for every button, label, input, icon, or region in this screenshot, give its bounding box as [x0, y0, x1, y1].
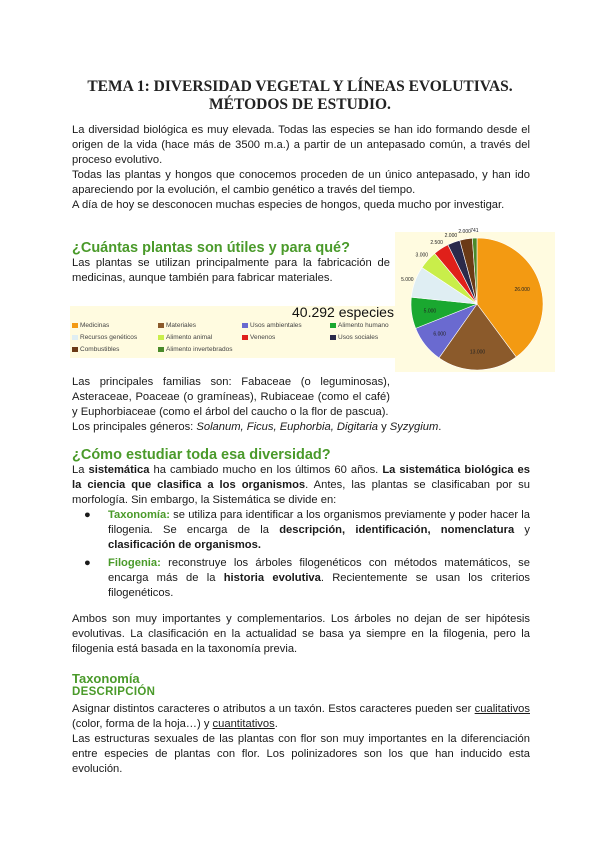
- pie-data-label: 2.500: [430, 239, 443, 246]
- chart-title: 40.292 especies: [292, 304, 394, 320]
- pie-data-label: 13.000: [469, 349, 486, 356]
- intro-paragraph-3: A día de hoy se desconocen muchas especies de hongos, queda mucho por investigar.: [72, 199, 505, 211]
- list-item-filogenia: [80, 556, 530, 602]
- families-paragraph: Las principales familias son: Fabaceae (o leguminosas), Asteraceae, Poaceae (o gramíneas), Rubiaceae (como el café) y Euphorbiaceae (como el árbol del caucho o la flor de pascua).: [72, 376, 390, 419]
- legend-entry: [242, 322, 302, 329]
- legend-entry: [158, 322, 196, 329]
- pie-chart: [395, 228, 555, 372]
- legend-label: Recursos genéticos: [80, 334, 138, 341]
- text-fragment: y: [514, 524, 530, 537]
- text-fragment: . Recientemente se usan los criterios filogenéticos.: [108, 571, 531, 600]
- legend-entry: [72, 322, 109, 329]
- genera-paragraph: [72, 420, 530, 435]
- pie-data-label: 3.000: [415, 252, 429, 259]
- term-filogenia: Filogenia:: [108, 556, 161, 569]
- taxonomy-paragraph-2: Las estructuras sexuales de las plantas con flor son muy importantes en la diferenciación entre especies de plantas con flor. Los polinizadores son los que han inducido esta evolución.: [72, 733, 530, 776]
- genera-end: .: [438, 421, 442, 433]
- intro-paragraph-2: Todas las plantas y hongos que conocemos proceden de un único antepasado, y han ido apareciendo por la evolución, el cambio genético a través del tiempo.: [72, 169, 530, 197]
- document-title-line2: MÉTODOS DE ESTUDIO.: [209, 96, 391, 113]
- legend-swatch: [330, 335, 336, 340]
- study-paragraph-1: [72, 463, 530, 509]
- legend-entry: [330, 322, 389, 329]
- legend-swatch: [72, 323, 78, 328]
- legend-label: Venenos: [250, 334, 276, 341]
- text-fragment: .: [274, 718, 278, 731]
- legend-label: Alimento animal: [166, 334, 213, 341]
- text-fragment: se utiliza para identificar a los organismos previamente y poder hacer la filogenia. Se encarga de la: [108, 509, 530, 537]
- legend-label: Medicinas: [80, 322, 110, 329]
- legend-entry: [242, 334, 275, 341]
- legend-entry: [72, 334, 137, 341]
- legend-label: Usos ambientales: [250, 322, 302, 329]
- pie-data-label: 2.000: [444, 232, 458, 239]
- legend-label: Alimento humano: [338, 322, 389, 329]
- subheading-descripcion: DESCRIPCIÓN: [72, 686, 156, 698]
- section-heading-useful-plants: ¿Cuántas plantas son útiles y para qué?: [72, 240, 350, 256]
- legend-swatch: [158, 347, 164, 352]
- legend-label: Combustibles: [80, 346, 120, 353]
- text-bold: descripción, identificación, nomenclatura: [279, 524, 515, 537]
- legend-label: Materiales: [166, 322, 196, 329]
- pie-data-label: 26.000: [514, 287, 530, 294]
- pie-data-label: 6.000: [433, 331, 446, 338]
- text-fragment: (color, forma de la hoja…) y: [72, 718, 213, 731]
- text-bold: historia evolutiva: [223, 571, 321, 584]
- term-sistematica: sistemática: [88, 464, 150, 476]
- text-fragment: Asignar distintos caracteres o atributos a un taxón. Estos caracteres pueden ser: [72, 703, 475, 715]
- text-fragment: La: [72, 464, 89, 476]
- list-item-taxonomia: [80, 508, 530, 554]
- legend-swatch: [72, 335, 78, 340]
- legend-entry: [158, 346, 232, 353]
- bullet-icon: ●: [84, 556, 91, 569]
- definition-sistematica: La sistemática biológica es la ciencia que clasifica a los organismos: [72, 464, 530, 492]
- term-cuantitativos: cuantitativos: [212, 718, 275, 731]
- genera-list: Solanum, Ficus, Euphorbia, Digitaria: [196, 421, 378, 433]
- term-taxonomia: Taxonomía:: [108, 509, 170, 521]
- text-fragment: ha cambiado mucho en los últimos 60 años.: [149, 464, 383, 476]
- legend-entry: [158, 334, 212, 341]
- legend-swatch: [158, 335, 164, 340]
- pie-data-label: 5.000: [423, 308, 437, 315]
- legend-entry: [72, 346, 119, 353]
- study-paragraph-2: Ambos son muy importantes y complementarios. Los árboles no dejan de ser hipótesis evolutivas. La clasificación en la actualidad se basa ya siempre en la filogenia, pero la filogenia está basada en la taxonomía previa.: [72, 613, 530, 656]
- sistematica-divisions-list: [80, 508, 530, 603]
- pie-data-label: 2.000: [458, 229, 471, 236]
- section-heading-study-diversity: ¿Cómo estudiar toda esa diversidad?: [72, 447, 331, 463]
- legend-swatch: [72, 347, 78, 352]
- genera-and: y: [377, 421, 390, 433]
- legend-swatch: [242, 323, 248, 328]
- section-heading-taxonomia: Taxonomía: [72, 671, 140, 686]
- legend-swatch: [158, 323, 164, 328]
- useful-plants-paragraph: Las plantas se utilizan principalmente para la fabricación de medicinas, aunque también para fabricar materiales.: [72, 257, 390, 285]
- genera-last: Syzygium: [389, 421, 439, 433]
- text-bold: clasificación de organismos.: [108, 539, 261, 552]
- pie-data-label: 741: [470, 228, 479, 235]
- text-fragment: reconstruye los árboles filogenéticos con métodos matemáticos, se encarga más de la: [108, 556, 530, 584]
- text-fragment: . Antes, las plantas se clasificaban por su morfología. Sin embargo, la Sistemática se divide en:: [72, 479, 530, 507]
- document-title-line1: TEMA 1: DIVERSIDAD VEGETAL Y LÍNEAS EVOLUTIVAS.: [87, 78, 513, 95]
- legend-label: Usos sociales: [338, 334, 379, 341]
- pie-data-label: 5.000: [401, 277, 414, 284]
- legend-swatch: [242, 335, 248, 340]
- taxonomy-paragraph-1: [72, 702, 530, 732]
- term-cualitativos: cualitativos: [474, 703, 530, 715]
- intro-paragraph-1: La diversidad biológica es muy elevada. Todas las especies se han ido formando desde el origen de la vida (hace más de 3500 m.a.) a partir de un antepasado común, a través del proceso evolutivo.: [72, 124, 530, 167]
- bullet-icon: ●: [84, 509, 91, 521]
- legend-label: Alimento invertebrados: [166, 346, 233, 353]
- legend-swatch: [330, 323, 336, 328]
- genera-prefix: Los principales géneros:: [72, 421, 197, 433]
- legend-entry: [330, 334, 378, 341]
